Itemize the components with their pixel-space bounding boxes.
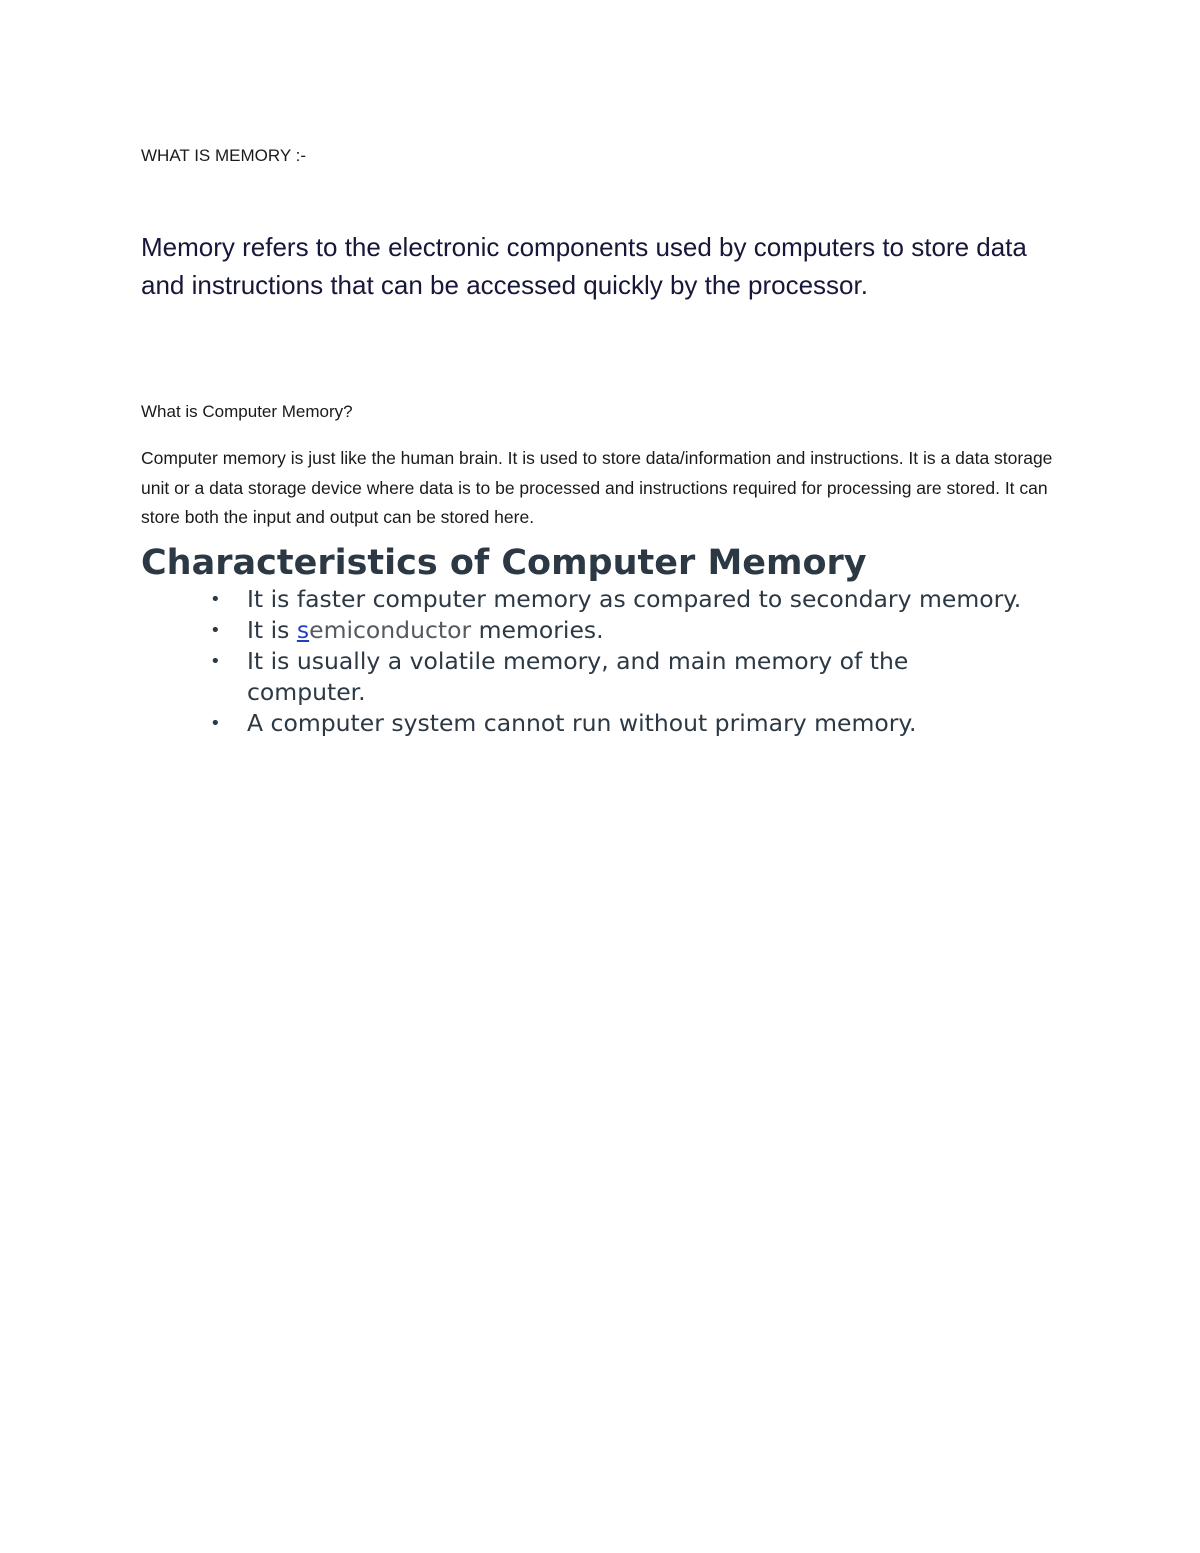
intro-paragraph: Memory refers to the electronic components used by computers to store data and instructions that can be accessed quickly by the processor. [141, 232, 1027, 300]
characteristics-list [0, 584, 1100, 739]
bullet-icon: • [210, 620, 221, 641]
list-item-text: It is usually a volatile memory, and main memory of the computer. [247, 647, 909, 706]
list-item-text: It is faster computer memory as compared to secondary memory. [247, 585, 1022, 613]
characteristics-heading: Characteristics of Computer Memory [141, 543, 867, 583]
bullet-icon: • [210, 651, 221, 672]
bullet-icon: • [210, 589, 221, 610]
list-item [0, 615, 1027, 646]
body-paragraph: Computer memory is just like the human brain. It is used to store data/information and instructions. It is a data storage unit or a data storage device where data is to be processed and instructions required for processing are stored. It can store both the input and output can be stored here. [141, 448, 1053, 527]
semiconductor-link[interactable]: s [296, 616, 310, 644]
list-item-suffix: memories. [471, 616, 604, 644]
list-item [0, 646, 1027, 708]
list-item [0, 584, 1027, 615]
document-title: WHAT IS MEMORY :- [141, 146, 306, 165]
bullet-icon: • [210, 713, 221, 734]
list-item [0, 708, 1027, 739]
list-item-prefix: It is [247, 616, 297, 644]
list-item-middle: emiconductor [309, 616, 472, 644]
list-item-text: A computer system cannot run without primary memory. [247, 709, 917, 737]
section-question: What is Computer Memory? [141, 402, 353, 421]
